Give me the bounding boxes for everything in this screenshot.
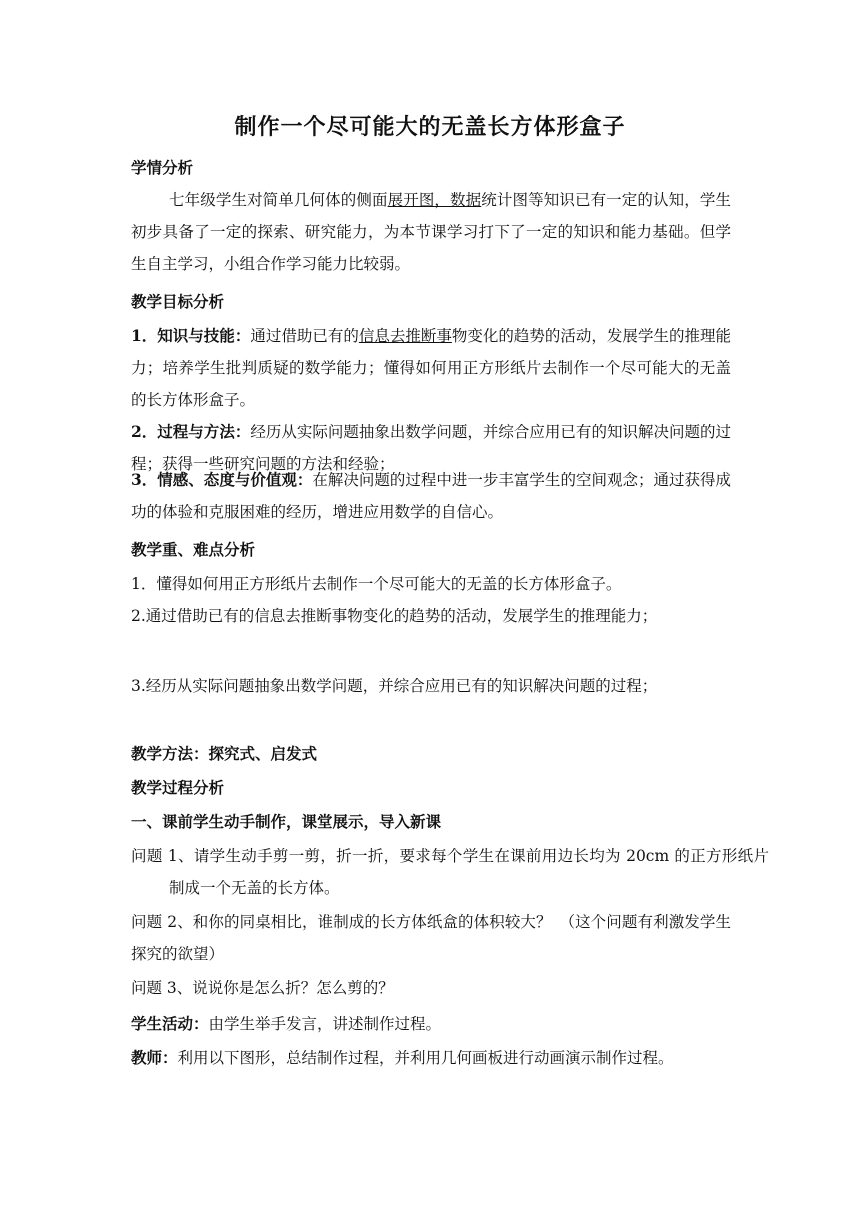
teacher-text: 利用以下图形，总结制作过程，并利用几何画板进行动画演示制作过程。: [177, 1049, 674, 1067]
text-segment: 统计图等知识已有一定的认知，学生初步具备了一定的探索、研究能力，为本节课学习打下了一定的知识和能力基础。但学生自主学习，小组合作学习能力比较弱。: [131, 191, 731, 273]
goal-label: 2．过程与方法：: [131, 422, 251, 441]
subheading-section-1: 一、课前学生动手制作，课堂展示，导入新课: [131, 812, 442, 831]
heading-key-points: 教学重、难点分析: [131, 540, 256, 559]
goal-item-1: [131, 320, 731, 416]
heading-student-analysis: 学情分析: [131, 158, 194, 177]
goal-label: 3．情感、态度与价值观：: [131, 470, 313, 489]
question-2: 问题 2、和你的同桌相比，谁制成的长方体纸盒的体积较大？ （这个问题有利激发学生探究的欲望）: [131, 913, 731, 963]
goal-label: 1．知识与技能：: [131, 326, 251, 345]
document-title: 制作一个尽可能大的无盖长方体形盒子: [234, 114, 626, 140]
heading-teaching-method: 教学方法：探究式、启发式: [131, 744, 318, 763]
key-point-2: 2.通过借助已有的信息去推断事物变化的趋势的活动，发展学生的推理能力；: [131, 607, 658, 625]
text-segment: 通过借助已有的: [250, 327, 359, 345]
heading-teaching-goals: 教学目标分析: [131, 292, 225, 311]
teacher-label: 教师：: [131, 1048, 178, 1067]
activity-text: 由学生举手发言，讲述制作过程。: [208, 1015, 442, 1033]
teacher-note: [131, 1042, 731, 1074]
text-segment: 七年级学生对简单几何体的侧面: [169, 191, 388, 209]
key-point-3: 3.经历从实际问题抽象出数学问题，并综合应用已有的知识解决问题的过程；: [131, 677, 658, 695]
goal-item-3: [131, 464, 731, 528]
key-point-1: 1．懂得如何用正方形纸片去制作一个尽可能大的无盖的长方体形盒子。: [131, 575, 622, 593]
question-1: 问题 1、请学生动手剪一剪，折一折，要求每个学生在课前用边长均为 20cm 的正方形纸片制成一个无盖的长方体。: [131, 847, 769, 897]
underlined-text: 展开图，数据: [387, 191, 482, 209]
text-segment: 物变化的趋势的活动，发展学生的推理能力；培养学生批判质疑的数学能力；懂得如何用正方形纸片去制作一个尽可能大的无盖的长方体形盒子。: [131, 327, 731, 409]
underlined-text: 信息去推断事: [358, 327, 452, 345]
student-activity: [131, 1008, 731, 1040]
question-3: 问题 3、说说你是怎么折？怎么剪的？: [131, 979, 394, 997]
paragraph-student-analysis: [131, 184, 731, 280]
heading-teaching-process: 教学过程分析: [131, 778, 225, 797]
goal-text: 在解决问题的过程中进一步丰富学生的空间观念；通过获得成功的体验和克服困难的经历，增进应用数学的自信心。: [131, 471, 731, 521]
activity-label: 学生活动：: [131, 1014, 209, 1033]
goal-text: 经历从实际问题抽象出数学问题，并综合应用已有的知识解决问题的过程；获得一些研究问题的方法和经验；: [131, 423, 731, 473]
